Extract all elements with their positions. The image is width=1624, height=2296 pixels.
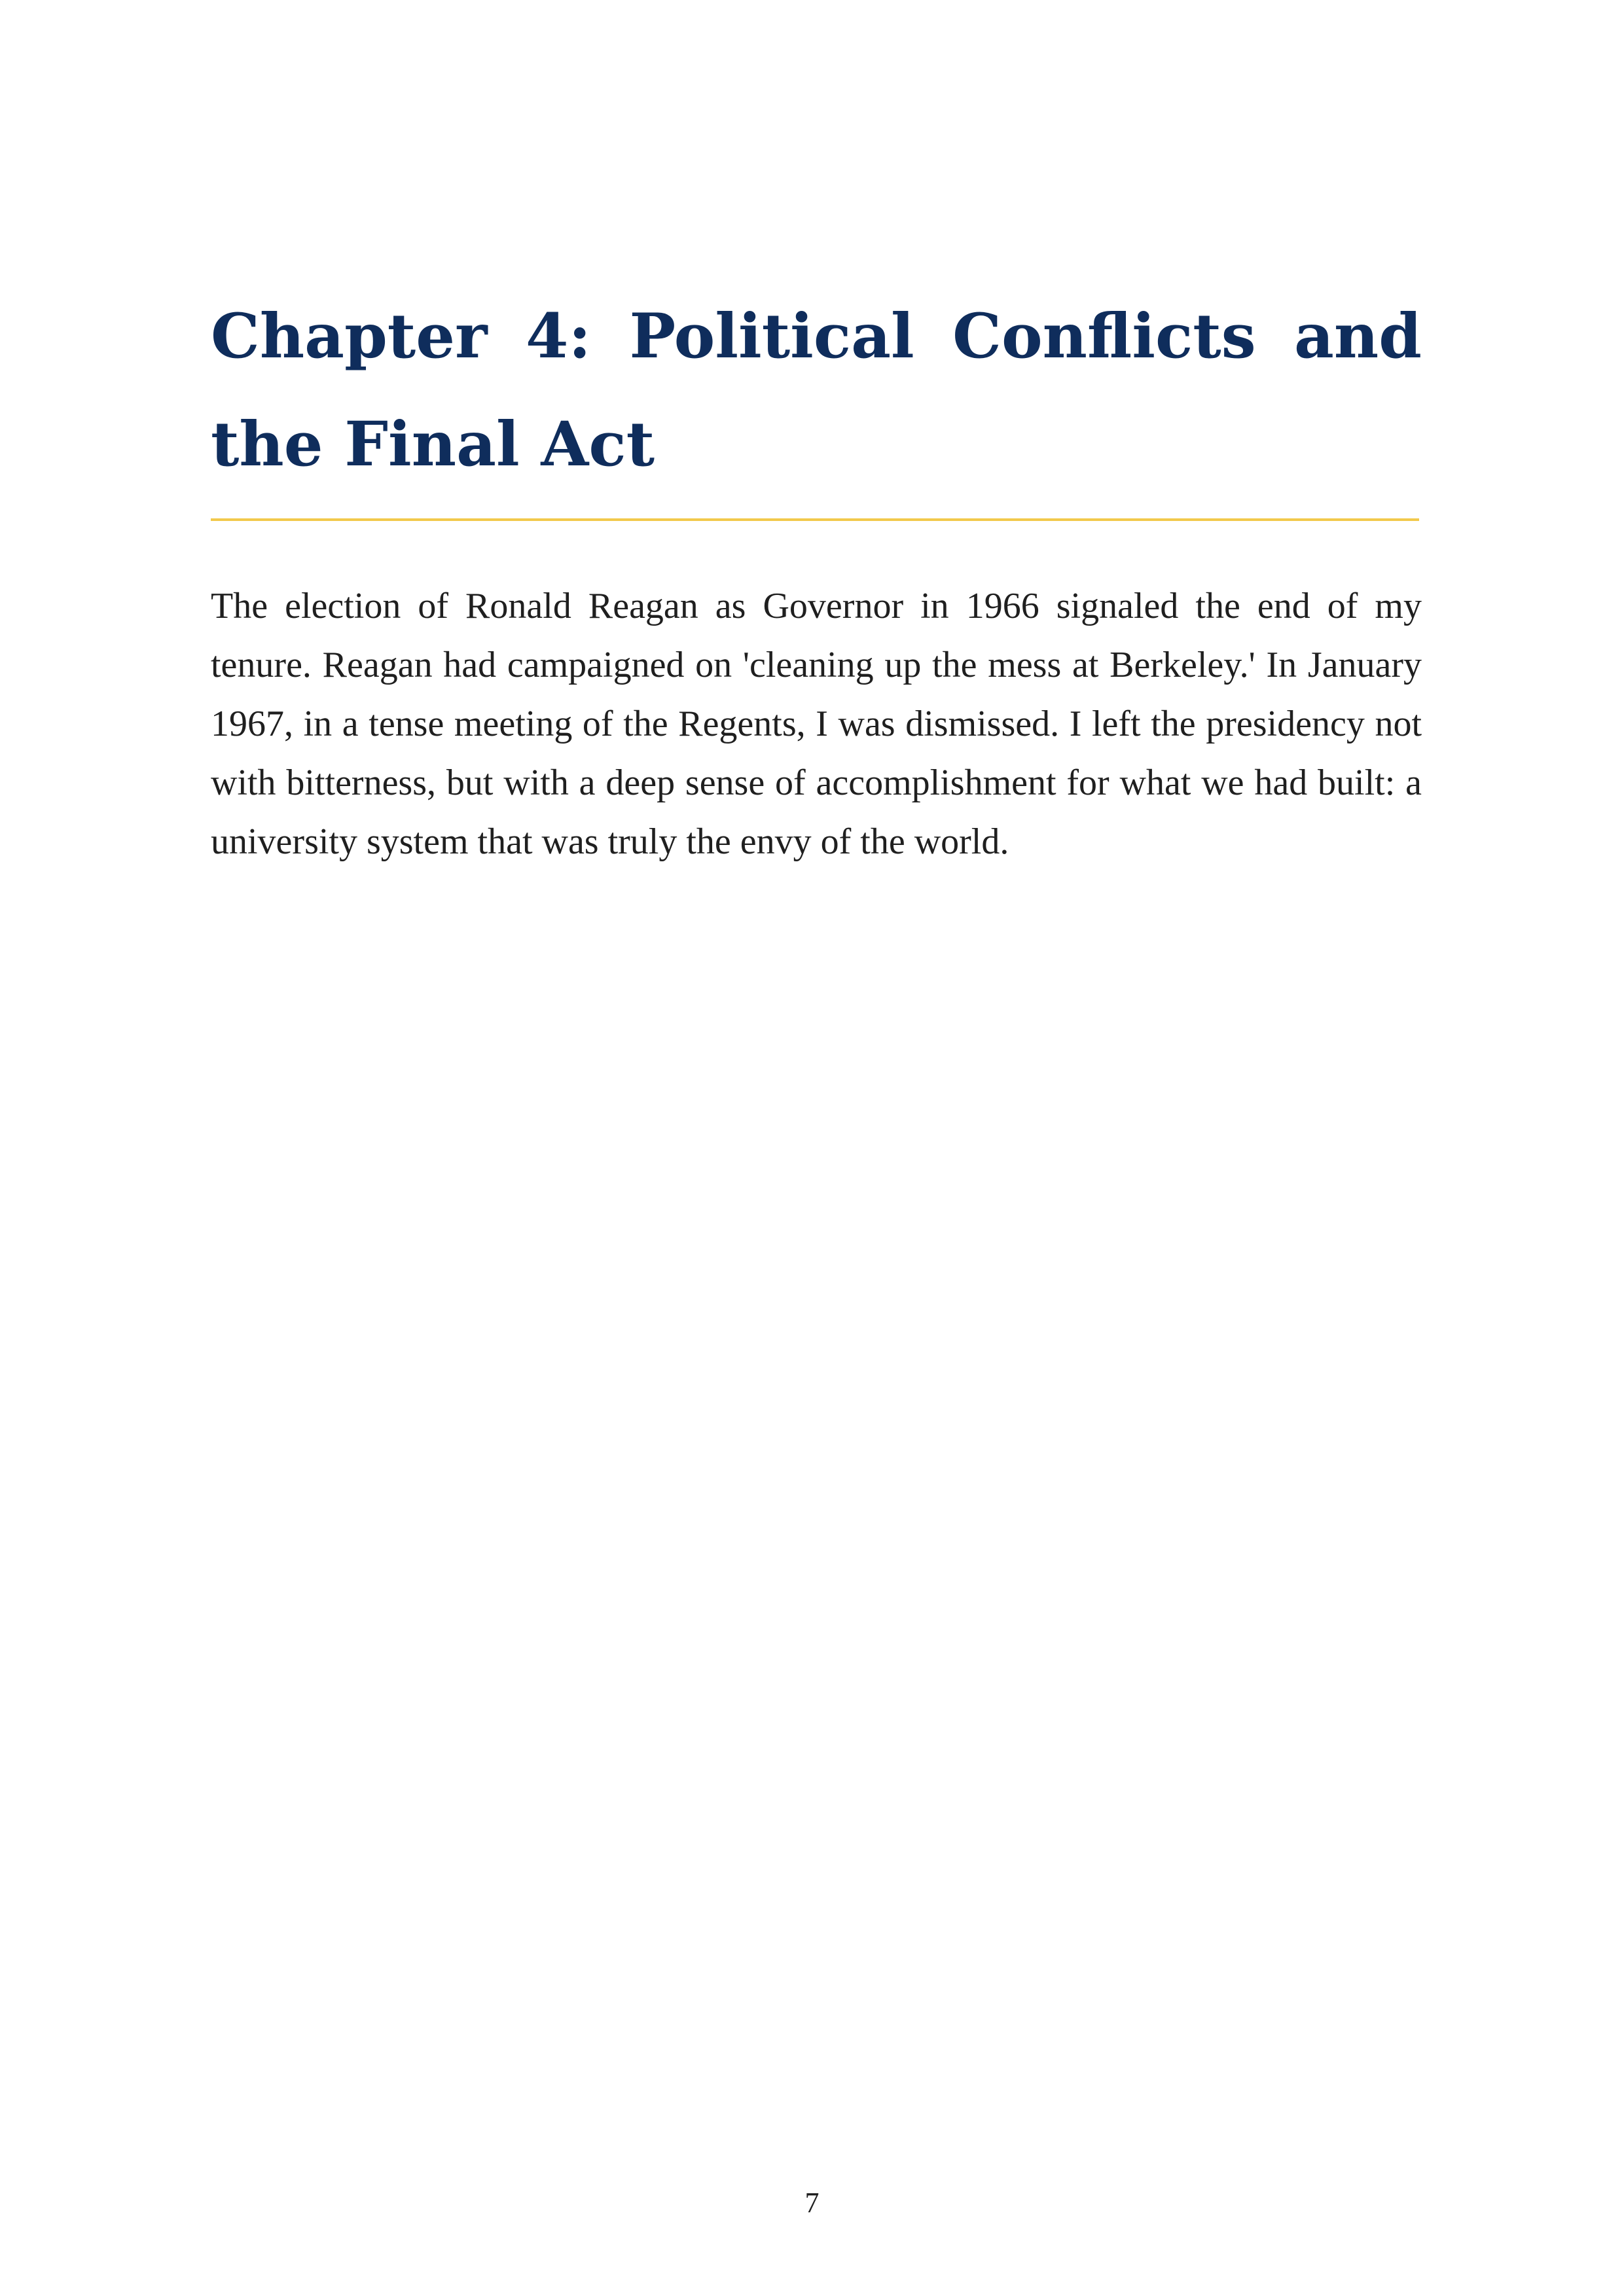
title-divider: [211, 518, 1419, 521]
chapter-title: Chapter 4: Political Conflicts and the Final Act: [211, 300, 1422, 480]
body-paragraph: The election of Ronald Reagan as Governor in 1966 signaled the end of my tenure. Reagan had campaigned on 'cleaning up the mess at Berkeley.' In January 1967, in a tense meeting of the Regents, I was dismissed. I left the presidency not with bitterness, but with a deep sense of accomplishment for what we had built: a university system that was truly the envy of the world.: [211, 586, 1422, 862]
page-content: [211, 283, 1422, 871]
page-number: 7: [804, 2187, 820, 2219]
